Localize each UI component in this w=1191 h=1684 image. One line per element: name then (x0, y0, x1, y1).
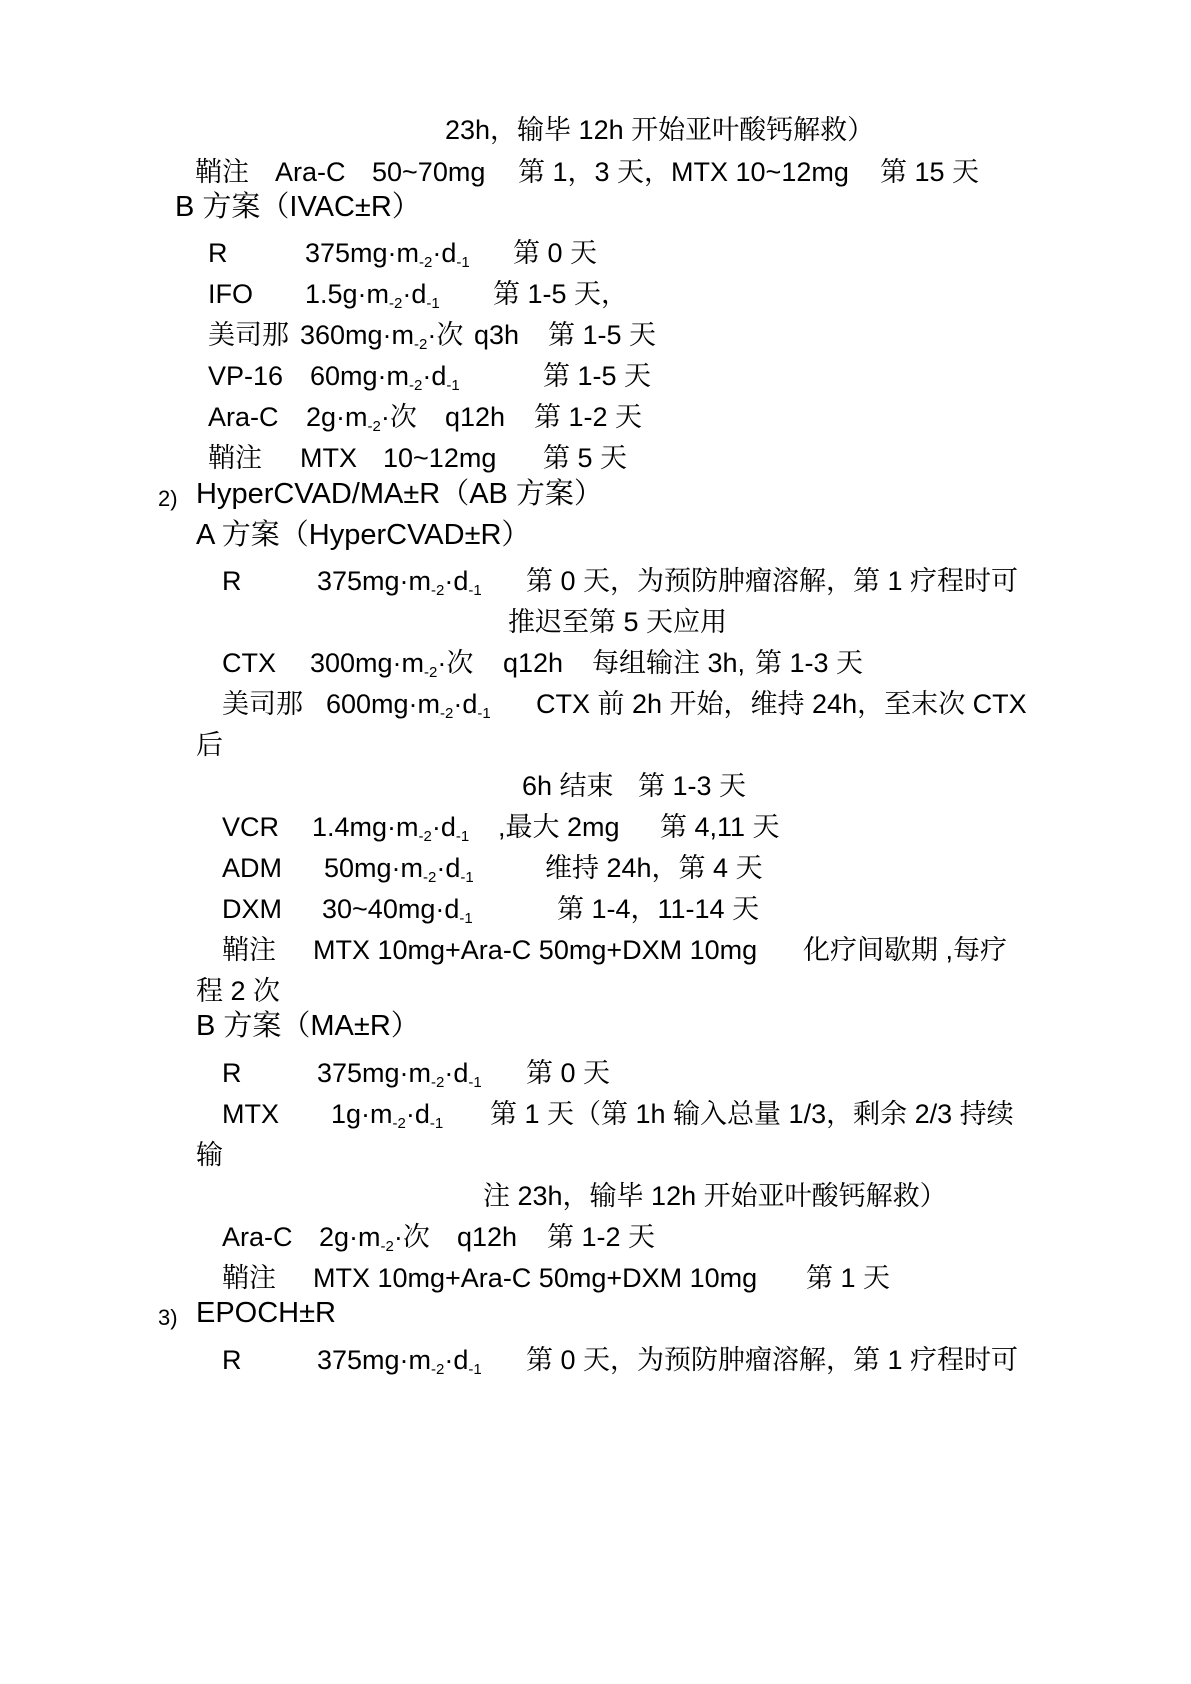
regimen-row (0, 1262, 1191, 1294)
drug-name: VCR (222, 812, 280, 842)
schedule: 第 1 天（第 1h 输入总量 1/3，剩余 2/3 持续 (490, 1099, 1014, 1129)
drug-name: ADM (222, 853, 282, 883)
unit-exponent: -2 (380, 1238, 394, 1255)
unit-exponent: -2 (431, 582, 445, 599)
schedule: 第 1 天 (806, 1263, 891, 1293)
drug-name: R (222, 1058, 242, 1088)
regimen-title: HyperCVAD/MA±R（AB 方案） (196, 478, 603, 510)
regimen-row (0, 278, 1191, 310)
regimen-heading: B 方案（MA±R） (196, 1010, 420, 1042)
drug-name: R (208, 238, 228, 268)
route-label: 鞘注 (195, 157, 249, 187)
schedule: 第 0 天 (526, 1058, 611, 1088)
dose: $375mg\cdot m_{-2}\cdot d_{-1}$ (305, 238, 470, 271)
regimen-row (0, 852, 1191, 884)
schedule: 维持 24h，第 4 天 (545, 853, 763, 883)
schedule: 第 1-2 天 (547, 1222, 656, 1252)
dose: $2g\cdot m_{-2}\cdot$次 (319, 1222, 430, 1255)
unit-exponent: -1 (477, 705, 491, 722)
dose: 50~70mg (372, 157, 486, 187)
unit-exponent: -1 (468, 1361, 482, 1378)
text-line (0, 770, 1191, 802)
schedule-continued: 6h 结束 (522, 771, 614, 801)
drug-name: Ara-C (275, 157, 346, 187)
regimen-heading: B 方案（IVAC±R） (175, 191, 421, 223)
dose: $60mg\cdot m_{-2}\cdot d_{-1}$ (310, 361, 460, 394)
unit-exponent: -2 (414, 336, 428, 353)
regimen-row (0, 1221, 1191, 1253)
drug-name: 美司那 (208, 320, 289, 350)
route-label: 鞘注 (222, 1263, 276, 1293)
wrapped-text: 输 (196, 1140, 223, 1170)
list-number: 3) (158, 1305, 178, 1330)
frequency: q12h (457, 1222, 518, 1252)
unit-exponent: -1 (429, 1115, 444, 1132)
regimen-heading: A 方案（HyperCVAD±R） (196, 519, 531, 551)
dose: $50mg\cdot m_{-2}\cdot d_{-1}$ (324, 853, 474, 886)
list-number: 2) (158, 486, 178, 511)
regimen-row (0, 647, 1191, 679)
drug-name: DXM (222, 894, 282, 924)
schedule: 第 1-5 天， (493, 279, 629, 309)
drug-name: 美司那 (222, 689, 303, 719)
regimen-row (0, 811, 1191, 843)
unit-exponent: -1 (459, 910, 473, 927)
unit-exponent: -2 (424, 664, 438, 681)
drug-name: VP-16 (208, 361, 284, 391)
regimen-row (0, 237, 1191, 269)
unit-exponent: -2 (389, 295, 403, 312)
regimen-row (0, 156, 1191, 188)
regimen-row (0, 360, 1191, 392)
text-line (0, 729, 1191, 761)
unit-exponent: -1 (468, 582, 482, 599)
schedule: 第 15 天 (880, 157, 980, 187)
section-heading (0, 1296, 1191, 1330)
text-line (0, 114, 1191, 146)
drug-name: MTX (222, 1099, 279, 1129)
unit-exponent: -2 (367, 418, 381, 435)
text-line (0, 606, 1191, 638)
drug-name: Ara-C (208, 402, 279, 432)
drug-name: MTX (300, 443, 357, 473)
schedule: 第 1-4，11-14 天 (557, 894, 760, 924)
route-label: 鞘注 (222, 935, 276, 965)
frequency: q12h (445, 402, 506, 432)
text-line (0, 1180, 1191, 1212)
drug-name: CTX (222, 648, 276, 678)
route-label: 鞘注 (208, 443, 262, 473)
dose: $375mg\cdot m_{-2}\cdot d_{-1}$ (317, 1058, 482, 1091)
regimen-row (0, 401, 1191, 433)
unit-exponent: -2 (419, 254, 433, 271)
dose: $1.4mg\cdot m_{-2}\cdot d_{-1}$ (312, 812, 470, 845)
frequency: q3h (474, 320, 520, 350)
schedule: CTX 前 2h 开始，维持 24h，至末次 CTX (536, 689, 1027, 719)
drug-name: R (222, 566, 242, 596)
continued-note: 23h，输毕 12h 开始亚叶酸钙解救） (445, 115, 875, 145)
regimen-row (0, 1098, 1191, 1130)
schedule: 第 1-5 天 (548, 320, 657, 350)
agents-dose: MTX 10mg+Ara-C 50mg+DXM 10mg (313, 1263, 758, 1293)
unit-exponent: -2 (418, 828, 432, 845)
drug-name: Ara-C (222, 1222, 293, 1252)
regimen-row (0, 565, 1191, 597)
text-line (0, 975, 1191, 1007)
frequency: q12h (503, 648, 564, 678)
unit-exponent: -2 (392, 1115, 406, 1132)
dose: $1.5g\cdot m_{-2}\cdot d_{-1}$ (305, 279, 440, 312)
schedule: 第 1，3 天，MTX 10~12mg (518, 157, 849, 187)
dose: $1g\cdot m_{-2}\cdot d_{-1}$ (331, 1099, 444, 1132)
schedule-continued: 推迟至第 5 天应用 (508, 607, 728, 637)
unit-exponent: -1 (426, 295, 440, 312)
dose: $600mg\cdot m_{-2}\cdot d_{-1}$ (326, 689, 491, 722)
unit-exponent: -2 (431, 1361, 445, 1378)
section-heading (0, 477, 1191, 511)
schedule: 每组输注 3h, (592, 648, 746, 678)
unit-exponent: -1 (446, 377, 460, 394)
unit-exponent: -2 (409, 377, 423, 394)
unit-exponent: -2 (440, 705, 454, 722)
regimen-row (0, 1344, 1191, 1376)
regimen-row (0, 893, 1191, 925)
dose-note: ,最大 2mg (498, 812, 620, 842)
unit-exponent: -2 (423, 869, 437, 886)
schedule: 第 0 天，为预防肿瘤溶解，第 1 疗程时可 (526, 566, 1019, 596)
unit-exponent: -2 (431, 1074, 445, 1091)
unit-exponent: -1 (468, 1074, 482, 1091)
schedule: 第 4,11 天 (660, 812, 780, 842)
schedule: 第 1-2 天 (534, 402, 643, 432)
unit-exponent: -1 (456, 254, 470, 271)
dose: $360mg\cdot m_{-2}\cdot$次 (300, 320, 464, 353)
unit-exponent: -1 (460, 869, 474, 886)
dose: $2g\cdot m_{-2}\cdot$次 (306, 402, 417, 435)
schedule: 第 5 天 (543, 443, 628, 473)
dose: 10~12mg (383, 443, 497, 473)
schedule: 第 1-5 天 (543, 361, 652, 391)
schedule: 第 0 天 (513, 238, 598, 268)
regimen-title: EPOCH±R (196, 1297, 336, 1329)
dose: $300mg\cdot m_{-2}\cdot$次 (310, 648, 474, 681)
wrapped-text: 程 2 次 (196, 976, 281, 1006)
subsection-heading (0, 518, 1191, 552)
schedule: 第 1-3 天 (638, 771, 747, 801)
schedule-continued: 注 23h，输毕 12h 开始亚叶酸钙解救） (483, 1181, 947, 1211)
regimen-row (0, 442, 1191, 474)
schedule: 第 0 天，为预防肿瘤溶解，第 1 疗程时可 (526, 1345, 1019, 1375)
regimen-row (0, 688, 1191, 720)
wrapped-text: 后 (196, 730, 223, 760)
drug-name: R (222, 1345, 242, 1375)
regimen-row (0, 934, 1191, 966)
section-heading (0, 190, 1191, 224)
dose: $375mg\cdot m_{-2}\cdot d_{-1}$ (317, 1345, 482, 1378)
schedule: 化疗间歇期 ,每疗 (803, 935, 1008, 965)
drug-name: IFO (208, 279, 253, 309)
regimen-row (0, 319, 1191, 351)
text-line (0, 1139, 1191, 1171)
agents-dose: MTX 10mg+Ara-C 50mg+DXM 10mg (313, 935, 758, 965)
unit-exponent: -1 (455, 828, 470, 845)
dose: $375mg\cdot m_{-2}\cdot d_{-1}$ (317, 566, 482, 599)
regimen-row (0, 1057, 1191, 1089)
dose: $30\sim 40mg\cdot d_{-1}$ (322, 894, 473, 927)
subsection-heading (0, 1009, 1191, 1043)
schedule: 第 1-3 天 (755, 648, 864, 678)
